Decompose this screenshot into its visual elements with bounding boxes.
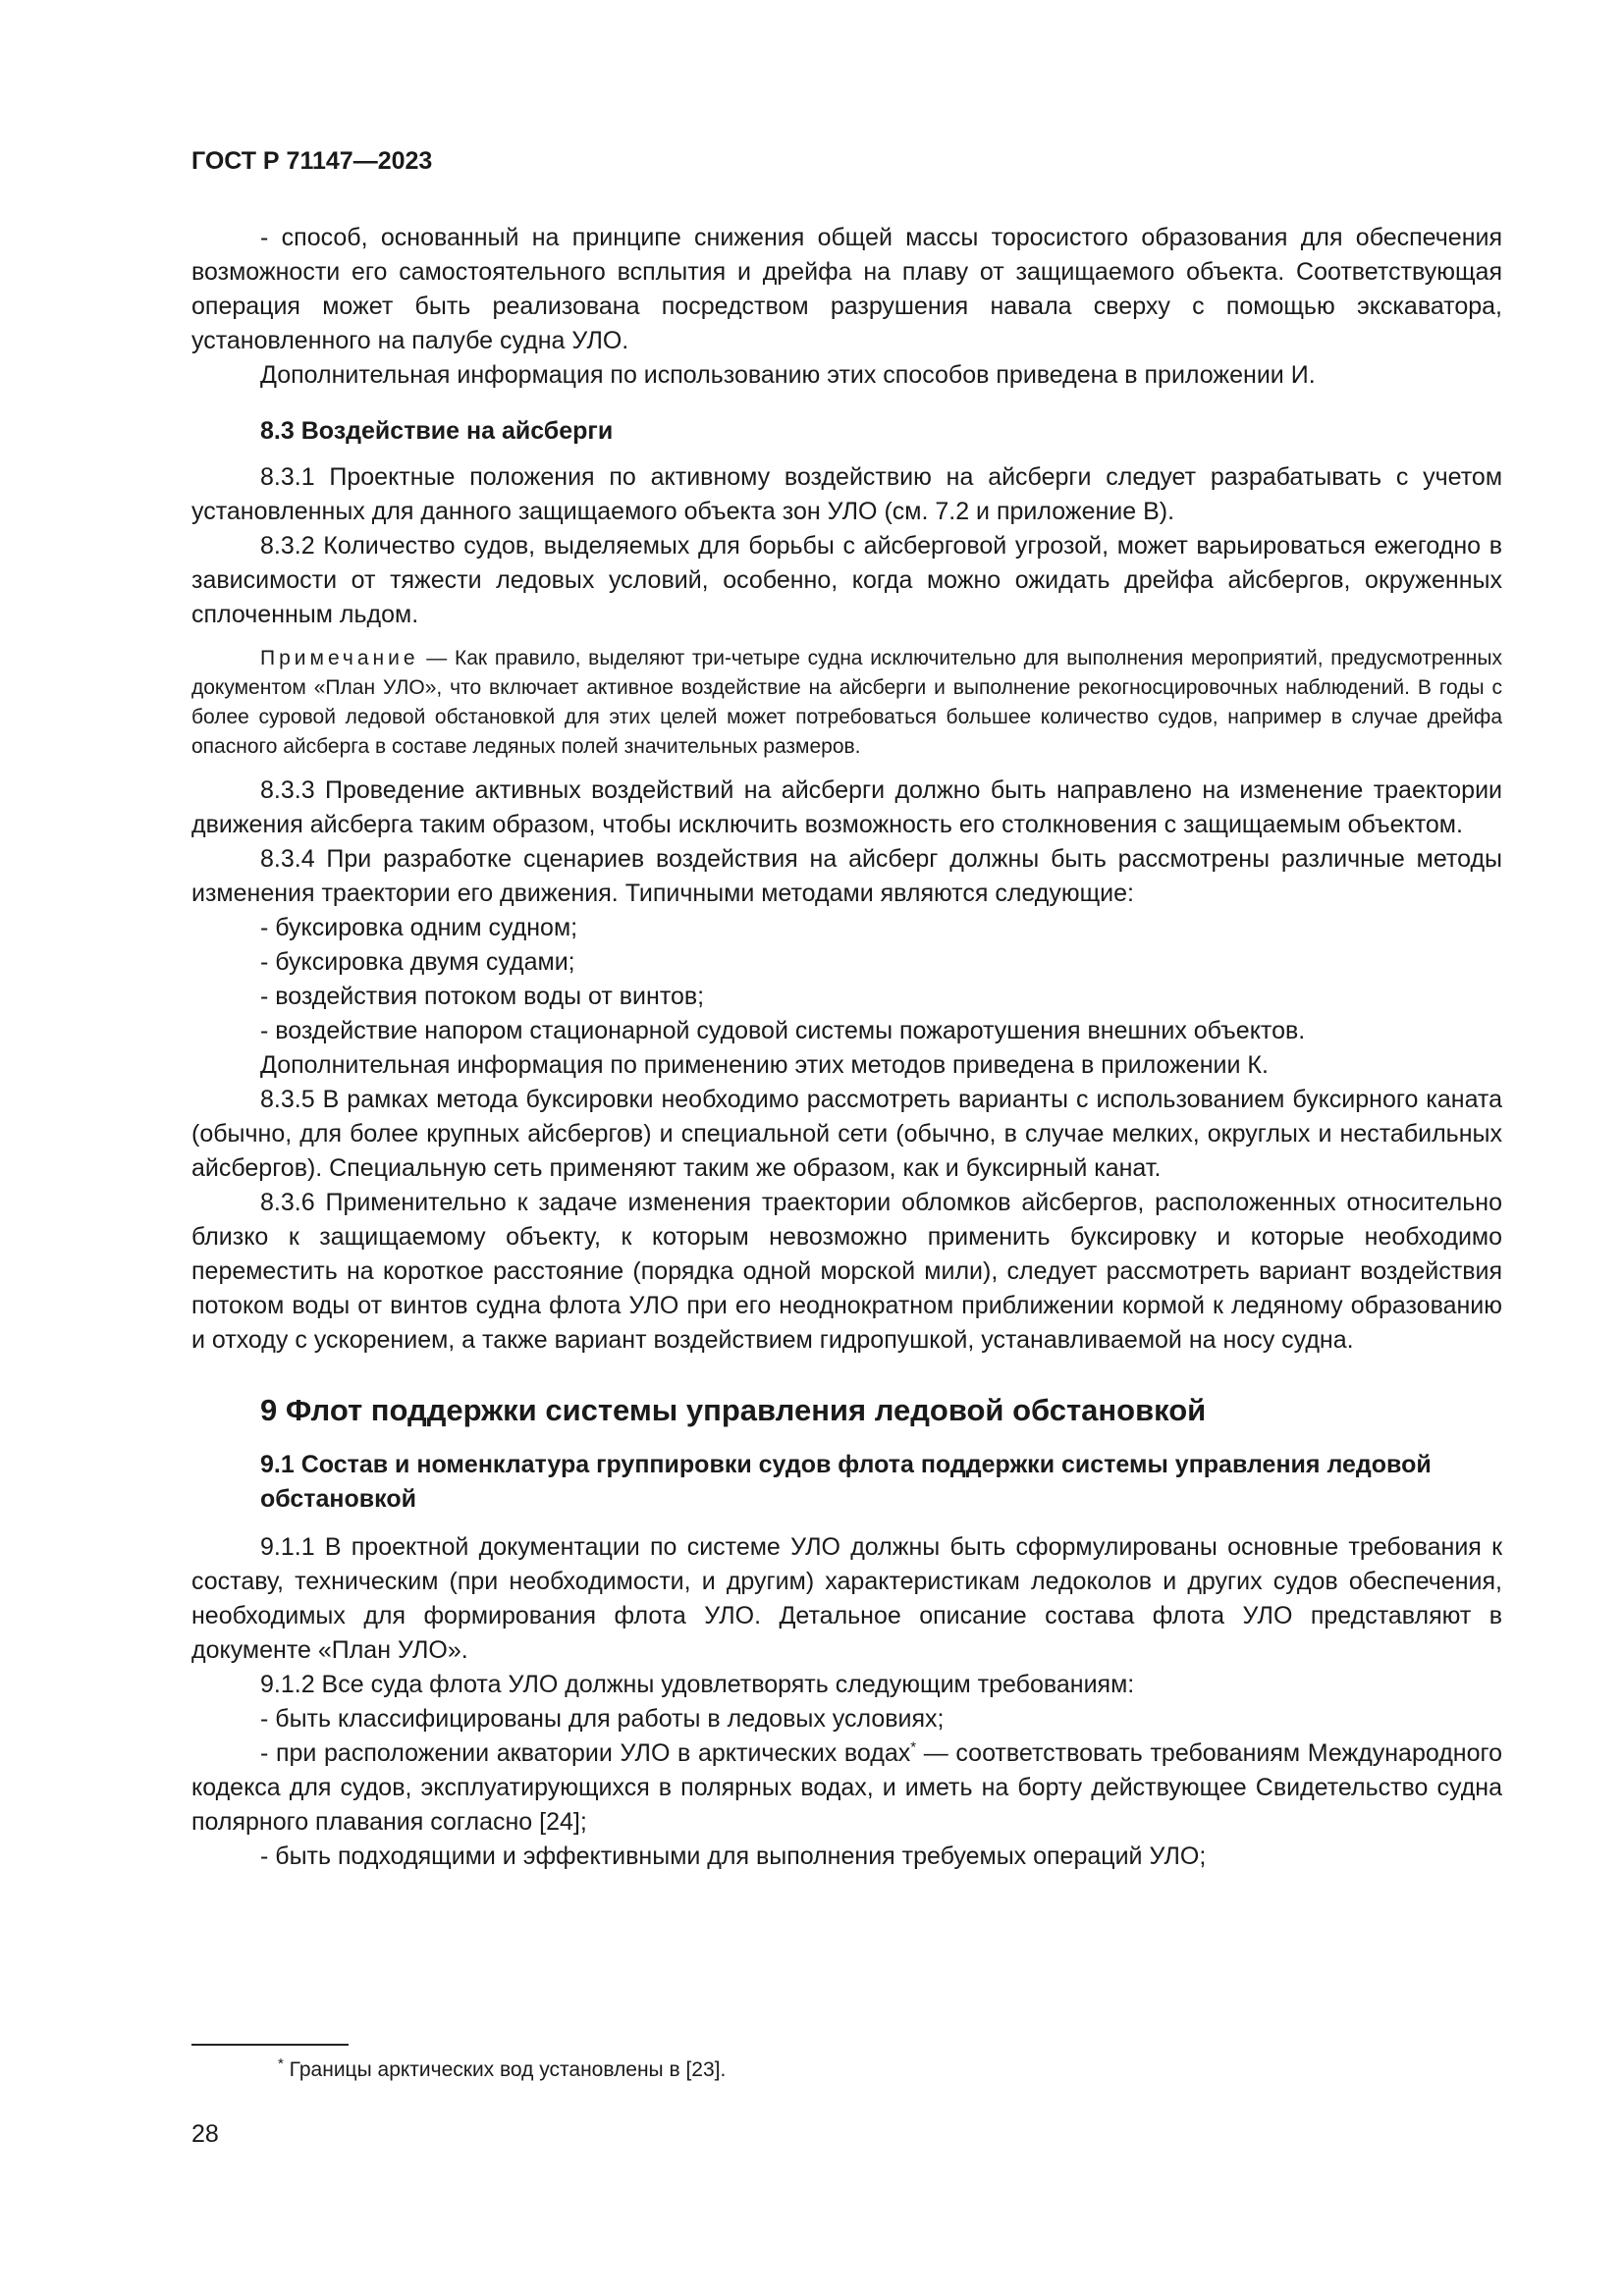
page-number: 28 [191, 2120, 219, 2148]
paragraph: - способ, основанный на принципе снижения общей массы торосистого образования для обеспечения возможности его самостоятельного всплытия и дрейфа на плаву от защищаемого объекта. Соответствующая операция может быть реализована посредством разрушения навала сверху с помощью экскаватора, установленного на палубе судна УЛО. [191, 224, 1502, 354]
footnote [278, 2058, 726, 2082]
note-label: Примечание [260, 647, 419, 669]
paragraph: 8.3.6 Применительно к задаче изменения траектории обломков айсбергов, расположенных относительно близко к защищаемому объекту, к которым невозможно применить буксировку и которые необходимо переместить на короткое расстояние (порядка одной морской мили), следует рассмотреть вариант воздействия потоком воды от винтов судна флота УЛО при его неоднократном приближении кормой к ледяному образованию и отходу с ускорением, а также вариант воздействием гидропушкой, устанавливаемой на носу судна. [191, 1189, 1502, 1354]
list-item: - воздействия потоком воды от винтов; [260, 983, 705, 1010]
paragraph: 8.3.5 В рамках метода буксировки необходимо рассмотреть варианты с использованием буксирного каната (обычно, для более крупных айсбергов) и специальной сети (обычно, в случае мелких, округлых и нестабильных айсбергов). Специальную сеть применяют таким же образом, как и буксирный канат. [191, 1086, 1502, 1182]
section-heading-9: 9 Флот поддержки системы управления ледовой обстановкой [260, 1393, 1207, 1427]
paragraph: 8.3.4 При разработке сценариев воздействия на айсберг должны быть рассмотрены различные методы изменения траектории его движения. Типичными методами являются следующие: [191, 845, 1502, 907]
list-item-text: — соответствовать требованиям Международного кодекса для судов, эксплуатирующихся в полярных водах, и иметь на борту действующее Свидетельство судна полярного плавания согласно [24]; [191, 1739, 1502, 1836]
paragraph: 9.1.1 В проектной документации по системе УЛО должны быть сформулированы основные требования к составу, техническим (при необходимости, и другим) характеристикам ледоколов и других судов обеспечения, необходимых для формирования флота УЛО. Детальное описание состава флота УЛО представляют в документе «План УЛО». [191, 1533, 1502, 1664]
footnote-text: Границы арктических вод установлены в [23]. [283, 2058, 727, 2081]
list-item: - быть классифицированы для работы в ледовых условиях; [260, 1705, 945, 1733]
paragraph: 8.3.2 Количество судов, выделяемых для борьбы с айсберговой угрозой, может варьироваться ежегодно в зависимости от тяжести ледовых условий, особенно, когда можно ожидать дрейфа айсбергов, окруженных сплоченным льдом. [191, 532, 1502, 628]
list-item-text: - при расположении акватории УЛО в арктических водах [260, 1739, 911, 1767]
footnote-marker[interactable]: * [910, 1738, 917, 1756]
paragraph: 8.3.3 Проведение активных воздействий на айсберги должно быть направлено на изменение траектории движения айсберга таким образом, чтобы исключить возможность его столкновения с защищаемым объектом. [191, 776, 1502, 838]
list-item: - воздействие напором стационарной судовой системы пожаротушения внешних объектов. [260, 1017, 1306, 1044]
note-block [191, 644, 1502, 762]
page-body [191, 221, 1502, 1874]
paragraph: 9.1.2 Все суда флота УЛО должны удовлетворять следующим требованиям: [260, 1671, 1135, 1698]
list-item: - буксировка двумя судами; [260, 948, 575, 976]
footnote-divider [191, 2044, 349, 2046]
paragraph: Дополнительная информация по использованию этих способов приведена в приложении И. [260, 361, 1316, 389]
list-item: - буксировка одним судном; [260, 914, 578, 941]
paragraph: Дополнительная информация по применению этих методов приведена в приложении К. [260, 1051, 1269, 1079]
section-heading-9-1: 9.1 Состав и номенклатура группировки судов флота поддержки системы управления ледовой обстановкой [260, 1451, 1432, 1513]
section-heading-8-3: 8.3 Воздействие на айсберги [260, 417, 614, 445]
note-text: — Как правило, выделяют три-четыре судна исключительно для выполнения мероприятий, предусмотренных документом «План УЛО», что включает активное воздействие на айсберги и выполнение рекогносцировочных наблюдений. В годы с более суровой ледовой обстановкой для этих целей может потребоваться большее количество судов, например в случае дрейфа опасного айсберга в составе ледяных полей значительных размеров. [191, 647, 1502, 758]
footnote-mark: * [278, 2056, 284, 2072]
document-code-header: ГОСТ Р 71147—2023 [191, 147, 433, 175]
list-item [191, 1736, 1502, 1840]
paragraph: 8.3.1 Проектные положения по активному воздействию на айсберги следует разрабатывать с учетом установленных для данного защищаемого объекта зон УЛО (см. 7.2 и приложение В). [191, 463, 1502, 525]
list-item: - быть подходящими и эффективными для выполнения требуемых операций УЛО; [260, 1842, 1207, 1870]
